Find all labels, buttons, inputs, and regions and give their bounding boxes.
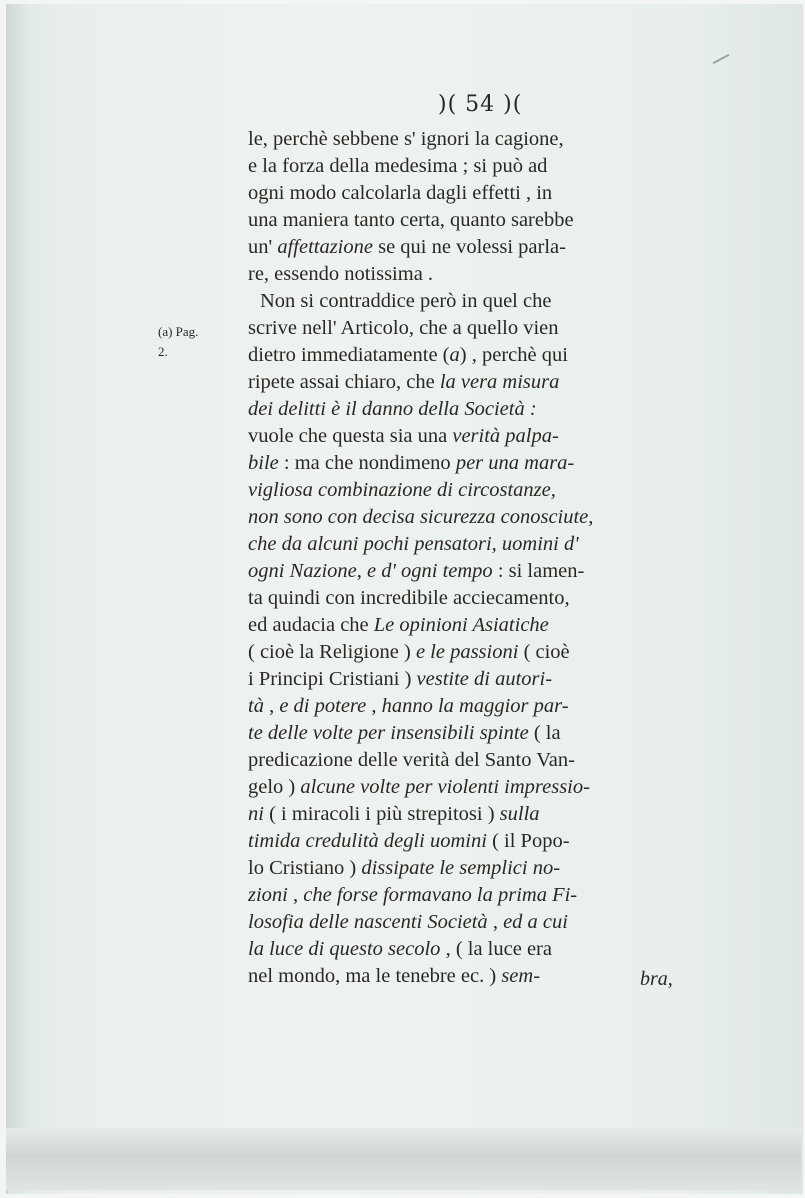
italic-segment: dei delitti è il danno della Società :	[248, 398, 537, 420]
text-line	[248, 261, 738, 288]
italic-segment: non sono con decisa sicurezza conosciute,	[248, 506, 594, 528]
text-line	[248, 693, 738, 720]
text-line	[248, 450, 738, 477]
italic-segment: verità palpa-	[452, 425, 559, 447]
text-segment: dietro immediatamente (	[248, 344, 450, 366]
italic-segment: alcune volte per violenti impressio-	[300, 776, 590, 798]
italic-segment: sem-	[501, 965, 541, 987]
text-segment: Non si contraddice però in quel che	[260, 290, 552, 312]
text-line	[248, 855, 738, 882]
page-number: )( 54 )(	[438, 92, 523, 117]
italic-segment: bile	[248, 452, 279, 474]
text-segment: vuole che questa sia una	[248, 425, 453, 447]
italic-segment: la vera misura	[439, 371, 560, 393]
text-segment: : ma che nondimeno	[278, 452, 456, 474]
text-line	[248, 585, 738, 612]
text-line	[248, 639, 738, 666]
text-line	[248, 423, 738, 450]
italic-segment: dissipate le semplici no-	[361, 857, 561, 879]
text-line	[248, 342, 738, 369]
text-line	[248, 369, 738, 396]
italic-segment: affettazione	[277, 236, 373, 258]
text-segment: lo Cristiano )	[248, 857, 362, 879]
text-segment: i Principi Cristiani )	[248, 668, 417, 690]
text-line	[248, 936, 738, 963]
text-segment: ( il Popo-	[486, 830, 570, 852]
text-segment: ( la	[528, 722, 561, 744]
text-segment: una maniera tanto certa, quanto sarebbe	[248, 209, 574, 231]
text-line	[248, 396, 738, 423]
catchword: bra,	[640, 968, 673, 990]
margin-note-line: 2.	[158, 344, 168, 359]
text-segment: nel mondo, ma le tenebre ec. )	[248, 965, 502, 987]
text-line	[248, 126, 738, 153]
text-segment: se qui ne volessi parla-	[372, 236, 566, 258]
page-bottom-edge	[6, 1128, 801, 1190]
text-segment: ) , perchè qui	[459, 344, 568, 366]
page-gutter-shadow	[6, 4, 28, 1128]
text-line	[248, 558, 738, 585]
italic-segment: timida credulità degli uomini	[248, 830, 487, 852]
text-segment: re, essendo notissima .	[248, 263, 434, 285]
italic-segment: e le passioni	[415, 641, 519, 663]
italic-segment: losofia delle nascenti Società	[248, 911, 488, 933]
italic-segment: vestite di autori-	[416, 668, 553, 690]
text-line	[248, 801, 738, 828]
text-line	[248, 477, 738, 504]
text-line	[248, 234, 738, 261]
italic-segment: ni	[248, 803, 264, 825]
text-segment: ,	[487, 911, 504, 933]
italic-segment: ed a cui	[503, 911, 568, 933]
text-segment: ,	[356, 560, 368, 582]
text-segment: ed audacia che	[248, 614, 374, 636]
italic-segment: a	[449, 344, 460, 366]
italic-segment: la luce di questo secolo	[248, 938, 441, 960]
text-line	[248, 315, 738, 342]
italic-segment: ogni Nazione	[248, 560, 357, 582]
italic-segment: tà	[248, 695, 264, 717]
text-line	[248, 207, 738, 234]
text-segment: ogni modo calcolarla dagli effetti , in	[248, 182, 553, 204]
italic-segment: che da alcuni pochi pensatori, uomini d'	[248, 533, 579, 555]
text-segment: ( cioè la Religione )	[248, 641, 416, 663]
text-line	[248, 774, 738, 801]
text-line	[248, 531, 738, 558]
italic-segment: te delle volte per insensibili spinte	[248, 722, 529, 744]
text-segment: gelo )	[248, 776, 301, 798]
text-segment: ,	[263, 695, 280, 717]
text-segment: un'	[248, 236, 278, 258]
margin-footnote-reference	[158, 322, 198, 362]
text-segment: le, perchè sebbene s' ignori la cagione,	[248, 128, 564, 150]
italic-segment: Le opinioni Asiatiche	[373, 614, 549, 636]
text-line	[248, 612, 738, 639]
text-segment: ,	[366, 695, 382, 717]
text-line	[248, 153, 738, 180]
text-segment: predicazione delle verità del Santo Van-	[248, 749, 575, 771]
text-line	[248, 180, 738, 207]
italic-segment: sulla	[499, 803, 540, 825]
text-line	[248, 882, 738, 909]
text-segment: scrive nell' Articolo, che a quello vien	[248, 317, 559, 339]
italic-segment: hanno la maggior par-	[381, 695, 569, 717]
text-segment: ripete assai chiaro, che	[248, 371, 440, 393]
text-segment: : si lamen-	[492, 560, 585, 582]
text-line	[248, 828, 738, 855]
italic-segment: e d' ogni tempo	[367, 560, 493, 582]
italic-segment: zioni	[248, 884, 288, 906]
text-line	[248, 288, 738, 315]
text-segment: ,	[287, 884, 304, 906]
body-text	[248, 126, 738, 990]
text-line	[248, 504, 738, 531]
italic-segment: che forse formavano la prima Fi-	[303, 884, 578, 906]
text-segment: ta quindi con incredibile acciecamento,	[248, 587, 570, 609]
italic-segment: per una mara-	[455, 452, 575, 474]
text-segment: e la forza della medesima ; si può ad	[248, 155, 548, 177]
italic-segment: e di potere	[279, 695, 367, 717]
margin-note-line: (a) Pag.	[158, 324, 199, 339]
text-segment: ( cioè	[518, 641, 570, 663]
text-line	[248, 720, 738, 747]
text-line	[248, 747, 738, 774]
text-segment: ( i miracoli i più strepitosi )	[263, 803, 500, 825]
text-line	[248, 909, 738, 936]
text-line	[248, 666, 738, 693]
text-segment: , ( la luce era	[440, 938, 552, 960]
italic-segment: vigliosa combinazione di circostanze,	[248, 479, 556, 501]
